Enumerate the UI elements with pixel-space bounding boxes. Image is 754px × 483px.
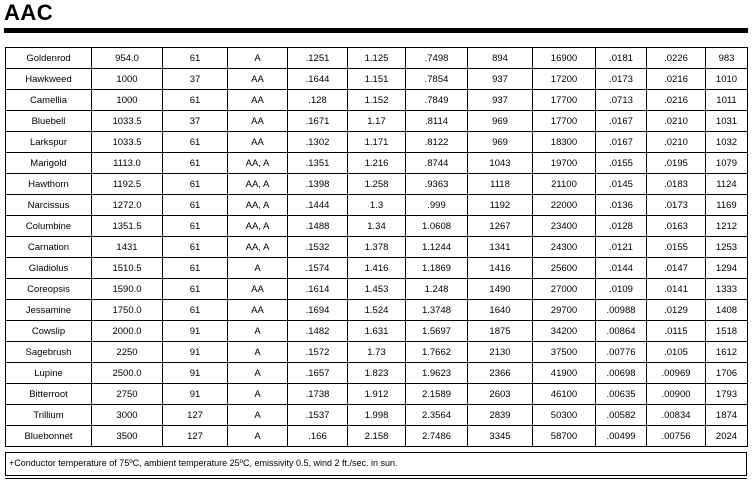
size-kcmil-cell: 3500 [92,426,163,447]
dc-resistance-cell: .00499 [596,426,647,447]
size-kcmil-cell: 1000 [92,90,163,111]
breaking-strength-cell: 16900 [533,48,596,69]
code-word-cell: Camellia [6,90,92,111]
class-cell: AA, A [228,153,288,174]
area-cell: 937 [468,90,533,111]
outside-diameter-cell: 1.823 [348,363,406,384]
area-cell: 937 [468,69,533,90]
weight-cell: 2.1589 [406,384,468,405]
breaking-strength-cell: 24300 [533,237,596,258]
breaking-strength-cell: 34200 [533,321,596,342]
table-row [6,216,748,237]
size-kcmil-cell: 1431 [92,237,163,258]
dc-resistance-cell: .00776 [596,342,647,363]
page-title: AAC [4,0,54,25]
stranding-cell: 61 [163,258,228,279]
outside-diameter-cell: 1.34 [348,216,406,237]
ampacity-cell: 1612 [706,342,748,363]
ampacity-cell: 1010 [706,69,748,90]
weight-cell: 1.0608 [406,216,468,237]
stranding-cell: 61 [163,90,228,111]
area-cell: 1875 [468,321,533,342]
weight-cell: 1.3748 [406,300,468,321]
strand-diameter-cell: .1572 [288,342,348,363]
breaking-strength-cell: 41900 [533,363,596,384]
stranding-cell: 61 [163,153,228,174]
outside-diameter-cell: 1.17 [348,111,406,132]
dc-resistance-cell: .0121 [596,237,647,258]
area-cell: 2839 [468,405,533,426]
ampacity-cell: 1031 [706,111,748,132]
ac-resistance-cell: .00834 [647,405,706,426]
ampacity-cell: 1079 [706,153,748,174]
weight-cell: .9363 [406,174,468,195]
class-cell: A [228,405,288,426]
table-row [6,405,748,426]
weight-cell: 1.1244 [406,237,468,258]
ac-resistance-cell: .0173 [647,195,706,216]
code-word-cell: Carnation [6,237,92,258]
code-word-cell: Columbine [6,216,92,237]
stranding-cell: 37 [163,111,228,132]
stranding-cell: 61 [163,132,228,153]
footnote: +Conductor temperature of 75ºC, ambient temperature 25ºC, emissivity 0.5, wind 2 ft./sec. in sun. [9,458,398,468]
table-row [6,111,748,132]
class-cell: A [228,426,288,447]
outside-diameter-cell: 1.631 [348,321,406,342]
ac-resistance-cell: .0147 [647,258,706,279]
stranding-cell: 91 [163,342,228,363]
breaking-strength-cell: 27000 [533,279,596,300]
weight-cell: .7498 [406,48,468,69]
table-row [6,153,748,174]
weight-cell: .7849 [406,90,468,111]
class-cell: AA, A [228,237,288,258]
code-word-cell: Narcissus [6,195,92,216]
table-row [6,279,748,300]
stranding-cell: 61 [163,174,228,195]
strand-diameter-cell: .1398 [288,174,348,195]
breaking-strength-cell: 18300 [533,132,596,153]
weight-cell: .7854 [406,69,468,90]
area-cell: 969 [468,111,533,132]
ac-resistance-cell: .0163 [647,216,706,237]
area-cell: 969 [468,132,533,153]
dc-resistance-cell: .0173 [596,69,647,90]
breaking-strength-cell: 25600 [533,258,596,279]
strand-diameter-cell: .1351 [288,153,348,174]
ampacity-cell: 1408 [706,300,748,321]
ampacity-cell: 1253 [706,237,748,258]
breaking-strength-cell: 37500 [533,342,596,363]
ac-resistance-cell: .0216 [647,90,706,111]
ac-resistance-cell: .0195 [647,153,706,174]
stranding-cell: 91 [163,321,228,342]
breaking-strength-cell: 19700 [533,153,596,174]
strand-diameter-cell: .1302 [288,132,348,153]
breaking-strength-cell: 23400 [533,216,596,237]
dc-resistance-cell: .0713 [596,90,647,111]
dc-resistance-cell: .0145 [596,174,647,195]
ac-resistance-cell: .0210 [647,132,706,153]
ac-resistance-cell: .0141 [647,279,706,300]
dc-resistance-cell: .0167 [596,132,647,153]
code-word-cell: Bluebonnet [6,426,92,447]
strand-diameter-cell: .1251 [288,48,348,69]
dc-resistance-cell: .0136 [596,195,647,216]
code-word-cell: Sagebrush [6,342,92,363]
ampacity-cell: 983 [706,48,748,69]
outside-diameter-cell: 1.151 [348,69,406,90]
size-kcmil-cell: 2500.0 [92,363,163,384]
area-cell: 894 [468,48,533,69]
ampacity-cell: 1032 [706,132,748,153]
code-word-cell: Hawkweed [6,69,92,90]
stranding-cell: 61 [163,216,228,237]
breaking-strength-cell: 50300 [533,405,596,426]
weight-cell: 1.248 [406,279,468,300]
outside-diameter-cell: 1.416 [348,258,406,279]
class-cell: AA [228,300,288,321]
strand-diameter-cell: .1657 [288,363,348,384]
table-row [6,69,748,90]
table-row [6,384,748,405]
ampacity-cell: 1874 [706,405,748,426]
ampacity-cell: 1212 [706,216,748,237]
table-body [6,48,748,447]
table-row [6,48,748,69]
dc-resistance-cell: .00635 [596,384,647,405]
strand-diameter-cell: .1488 [288,216,348,237]
code-word-cell: Goldenrod [6,48,92,69]
class-cell: A [228,48,288,69]
area-cell: 1043 [468,153,533,174]
ampacity-cell: 1333 [706,279,748,300]
stranding-cell: 61 [163,195,228,216]
size-kcmil-cell: 1590.0 [92,279,163,300]
ampacity-cell: 1124 [706,174,748,195]
ac-resistance-cell: .0226 [647,48,706,69]
ampacity-cell: 2024 [706,426,748,447]
dc-resistance-cell: .0128 [596,216,647,237]
table-row [6,363,748,384]
ampacity-cell: 1011 [706,90,748,111]
area-cell: 1118 [468,174,533,195]
class-cell: A [228,321,288,342]
class-cell: AA, A [228,216,288,237]
ac-resistance-cell: .0129 [647,300,706,321]
breaking-strength-cell: 17700 [533,90,596,111]
dc-resistance-cell: .00698 [596,363,647,384]
weight-cell: 1.9623 [406,363,468,384]
breaking-strength-cell: 46100 [533,384,596,405]
ac-resistance-cell: .0115 [647,321,706,342]
table-row [6,132,748,153]
ampacity-cell: 1793 [706,384,748,405]
table-row [6,300,748,321]
strand-diameter-cell: .1537 [288,405,348,426]
code-word-cell: Bitterroot [6,384,92,405]
area-cell: 1192 [468,195,533,216]
table-row [6,90,748,111]
ac-resistance-cell: .0155 [647,237,706,258]
code-word-cell: Gladiolus [6,258,92,279]
size-kcmil-cell: 1000 [92,69,163,90]
weight-cell: 1.1869 [406,258,468,279]
weight-cell: 2.3564 [406,405,468,426]
area-cell: 2366 [468,363,533,384]
area-cell: 2130 [468,342,533,363]
area-cell: 1490 [468,279,533,300]
breaking-strength-cell: 17700 [533,111,596,132]
breaking-strength-cell: 58700 [533,426,596,447]
stranding-cell: 127 [163,426,228,447]
strand-diameter-cell: .1694 [288,300,348,321]
weight-cell: 1.5697 [406,321,468,342]
table-row [6,195,748,216]
table-row [6,258,748,279]
size-kcmil-cell: 1033.5 [92,111,163,132]
strand-diameter-cell: .1444 [288,195,348,216]
outside-diameter-cell: 1.912 [348,384,406,405]
ac-resistance-cell: .00969 [647,363,706,384]
class-cell: A [228,384,288,405]
breaking-strength-cell: 22000 [533,195,596,216]
outside-diameter-cell: 1.152 [348,90,406,111]
outside-diameter-cell: 2.158 [348,426,406,447]
outside-diameter-cell: 1.73 [348,342,406,363]
size-kcmil-cell: 1192.5 [92,174,163,195]
strand-diameter-cell: .1532 [288,237,348,258]
strand-diameter-cell: .1738 [288,384,348,405]
outside-diameter-cell: 1.216 [348,153,406,174]
table-row [6,237,748,258]
stranding-cell: 61 [163,279,228,300]
class-cell: A [228,258,288,279]
weight-cell: 2.7486 [406,426,468,447]
breaking-strength-cell: 17200 [533,69,596,90]
size-kcmil-cell: 1033.5 [92,132,163,153]
outside-diameter-cell: 1.524 [348,300,406,321]
outside-diameter-cell: 1.998 [348,405,406,426]
table-row [6,321,748,342]
weight-cell: .8122 [406,132,468,153]
code-word-cell: Larkspur [6,132,92,153]
bottom-divider [5,478,747,479]
breaking-strength-cell: 21100 [533,174,596,195]
ampacity-cell: 1169 [706,195,748,216]
size-kcmil-cell: 1113.0 [92,153,163,174]
area-cell: 1341 [468,237,533,258]
table-row [6,174,748,195]
dc-resistance-cell: .00988 [596,300,647,321]
ampacity-cell: 1706 [706,363,748,384]
weight-cell: .8744 [406,153,468,174]
code-word-cell: Lupine [6,363,92,384]
strand-diameter-cell: .166 [288,426,348,447]
class-cell: A [228,363,288,384]
outside-diameter-cell: 1.125 [348,48,406,69]
weight-cell: .999 [406,195,468,216]
outside-diameter-cell: 1.171 [348,132,406,153]
size-kcmil-cell: 2000.0 [92,321,163,342]
dc-resistance-cell: .0144 [596,258,647,279]
code-word-cell: Trillium [6,405,92,426]
footnote-box [5,452,747,476]
size-kcmil-cell: 1750.0 [92,300,163,321]
area-cell: 1640 [468,300,533,321]
code-word-cell: Jessamine [6,300,92,321]
class-cell: AA [228,279,288,300]
stranding-cell: 37 [163,69,228,90]
stranding-cell: 61 [163,48,228,69]
strand-diameter-cell: .128 [288,90,348,111]
dc-resistance-cell: .00864 [596,321,647,342]
size-kcmil-cell: 1272.0 [92,195,163,216]
ac-resistance-cell: .0210 [647,111,706,132]
area-cell: 1416 [468,258,533,279]
code-word-cell: Hawthorn [6,174,92,195]
ampacity-cell: 1294 [706,258,748,279]
outside-diameter-cell: 1.378 [348,237,406,258]
stranding-cell: 91 [163,384,228,405]
ac-resistance-cell: .0183 [647,174,706,195]
area-cell: 3345 [468,426,533,447]
strand-diameter-cell: .1614 [288,279,348,300]
code-word-cell: Bluebell [6,111,92,132]
ac-resistance-cell: .00900 [647,384,706,405]
area-cell: 1267 [468,216,533,237]
class-cell: AA [228,69,288,90]
stranding-cell: 61 [163,300,228,321]
area-cell: 2603 [468,384,533,405]
dc-resistance-cell: .0109 [596,279,647,300]
dc-resistance-cell: .0167 [596,111,647,132]
strand-diameter-cell: .1574 [288,258,348,279]
outside-diameter-cell: 1.258 [348,174,406,195]
strand-diameter-cell: .1482 [288,321,348,342]
ac-resistance-cell: .0216 [647,69,706,90]
weight-cell: 1.7662 [406,342,468,363]
class-cell: AA [228,111,288,132]
class-cell: AA [228,90,288,111]
dc-resistance-cell: .0181 [596,48,647,69]
code-word-cell: Marigold [6,153,92,174]
class-cell: A [228,342,288,363]
ac-resistance-cell: .00756 [647,426,706,447]
size-kcmil-cell: 954.0 [92,48,163,69]
stranding-cell: 91 [163,363,228,384]
size-kcmil-cell: 1510.5 [92,258,163,279]
size-kcmil-cell: 2250 [92,342,163,363]
strand-diameter-cell: .1671 [288,111,348,132]
code-word-cell: Coreopsis [6,279,92,300]
size-kcmil-cell: 1351.5 [92,216,163,237]
strand-diameter-cell: .1644 [288,69,348,90]
code-word-cell: Cowslip [6,321,92,342]
stranding-cell: 127 [163,405,228,426]
size-kcmil-cell: 2750 [92,384,163,405]
size-kcmil-cell: 3000 [92,405,163,426]
weight-cell: .8114 [406,111,468,132]
title-divider [4,28,748,33]
class-cell: AA, A [228,195,288,216]
breaking-strength-cell: 29700 [533,300,596,321]
class-cell: AA, A [228,174,288,195]
dc-resistance-cell: .0155 [596,153,647,174]
table-row [6,342,748,363]
ac-resistance-cell: .0105 [647,342,706,363]
outside-diameter-cell: 1.3 [348,195,406,216]
class-cell: AA [228,132,288,153]
conductor-table [5,47,748,447]
stranding-cell: 61 [163,237,228,258]
outside-diameter-cell: 1.453 [348,279,406,300]
dc-resistance-cell: .00582 [596,405,647,426]
ampacity-cell: 1518 [706,321,748,342]
table-row [6,426,748,447]
